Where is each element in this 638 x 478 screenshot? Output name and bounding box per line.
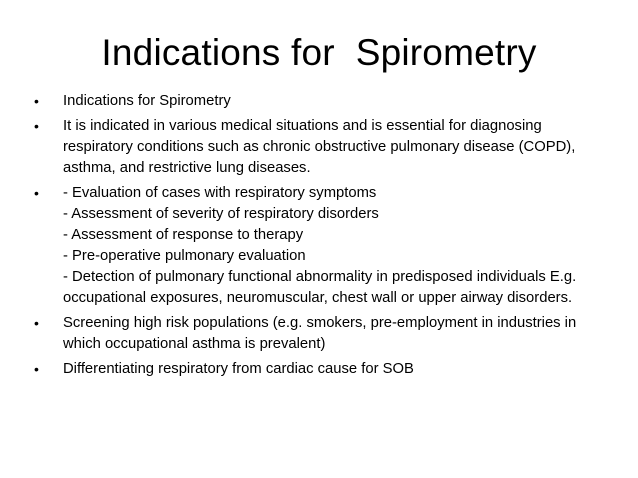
- slide-title: Indications for Spirometry: [101, 32, 537, 73]
- bullet-text: Screening high risk populations (e.g. smokers, pre-employment in industries in which occupational asthma is prevalent): [63, 315, 577, 352]
- bullet-icon: •: [34, 361, 39, 377]
- bullet-icon: •: [34, 315, 39, 331]
- bullet-icon: •: [34, 185, 39, 201]
- bullet-text: - Evaluation of cases with respiratory symptoms - Assessment of severity of respiratory disorders - Assessment of response to therapy - Pre-operative pulmonary evaluation - Detection of pulmonary functional abnormality in predisposed individuals E.g. occupational exposures, neuromuscular, chest wall or upper airway disorders.: [63, 185, 577, 306]
- bullet-item: [30, 116, 605, 179]
- bullet-item: [30, 359, 605, 380]
- bullet-item: [30, 313, 605, 355]
- bullet-item: [30, 183, 605, 309]
- bullet-icon: •: [34, 118, 39, 134]
- bullet-list: [30, 91, 605, 384]
- bullet-text: It is indicated in various medical situations and is essential for diagnosing respiratory conditions such as chronic obstructive pulmonary disease (COPD), asthma, and restrictive lung diseases.: [63, 118, 576, 176]
- bullet-text: Differentiating respiratory from cardiac cause for SOB: [63, 361, 414, 377]
- bullet-icon: •: [34, 93, 39, 109]
- bullet-text: Indications for Spirometry: [63, 93, 231, 109]
- bullet-item: [30, 91, 605, 112]
